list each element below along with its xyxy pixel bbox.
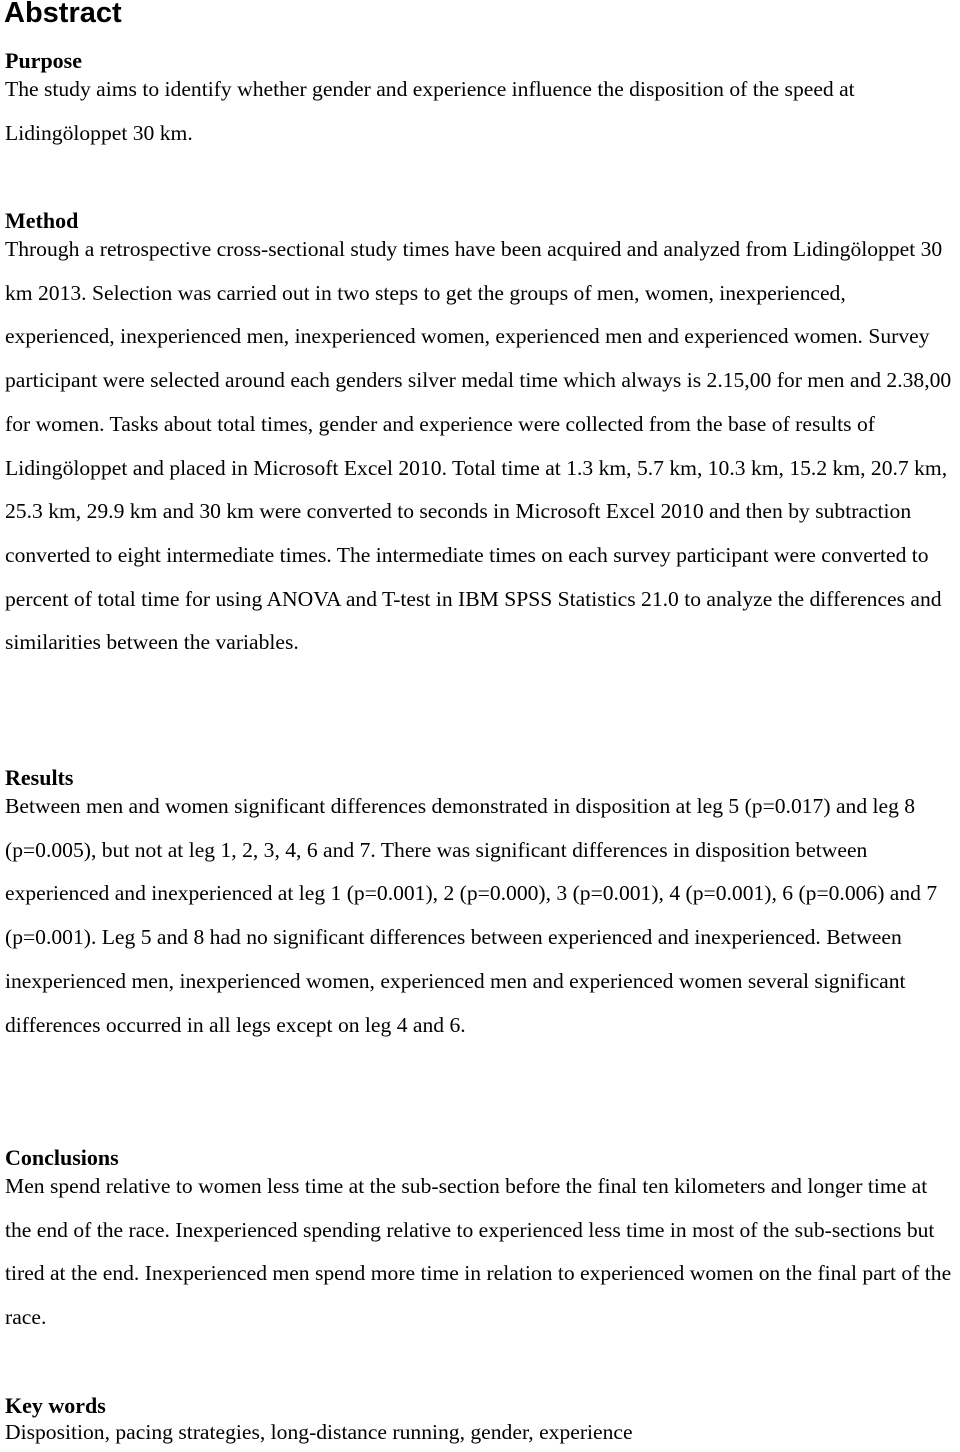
method-section	[5, 209, 958, 665]
page-title: Abstract	[4, 0, 122, 29]
results-text: Between men and women significant differences demonstrated in disposition at leg 5 (p=0.017) and leg 8 (p=0.005), but not at leg 1, 2, 3, 4, 6 and 7. There was significant differences in disposition between experienced and inexperienced at leg 1 (p=0.001), 2 (p=0.000), 3 (p=0.001), 4 (p=0.001), 6 (p=0.006) and 7 (p=0.001). Leg 5 and 8 had no significant differences between experienced and inexperienced. Between inexperienced men, inexperienced women, experienced men and experienced women several significant differences occurred in all legs except on leg 4 and 6.	[5, 794, 938, 1037]
conclusions-heading: Conclusions	[5, 1145, 119, 1170]
results-heading: Results	[5, 765, 74, 790]
conclusions-text: Men spend relative to women less time at the sub-section before the final ten kilometers and longer time at the end of the race. Inexperienced spending relative to experienced less time in most of the sub-sections but tired at the end. Inexperienced men spend more time in relation to experienced women on the final part of the race.	[5, 1174, 952, 1330]
keywords-section	[5, 1394, 958, 1446]
purpose-heading: Purpose	[5, 48, 82, 73]
method-text: Through a retrospective cross-sectional study times have been acquired and analyzed from Lidingöloppet 30 km 2013. Selection was carried out in two steps to get the groups of men, women, inexperienced, experienced, inexperienced men, inexperienced women, experienced men and experienced women. Survey participant were selected around each genders silver medal time which always is 2.15,00 for men and 2.38,00 for women. Tasks about total times, gender and experience were collected from the base of results of Lidingöloppet and placed in Microsoft Excel 2010. Total time at 1.3 km, 5.7 km, 10.3 km, 15.2 km, 20.7 km, 25.3 km, 29.9 km and 30 km were converted to seconds in Microsoft Excel 2010 and then by subtraction converted to eight intermediate times. The intermediate times on each survey participant were converted to percent of total time for using ANOVA and T-test in IBM SPSS Statistics 21.0 to analyze the differences and similarities between the variables.	[5, 237, 952, 655]
method-heading: Method	[5, 208, 79, 233]
purpose-text: The study aims to identify whether gender and experience influence the disposition of the speed at Lidingöloppet 30 km.	[5, 77, 855, 145]
conclusions-section	[5, 1146, 958, 1340]
keywords-text: Disposition, pacing strategies, long-distance running, gender, experience	[5, 1420, 633, 1444]
results-section	[5, 766, 958, 1047]
keywords-heading: Key words	[5, 1393, 106, 1418]
purpose-section	[5, 49, 958, 155]
